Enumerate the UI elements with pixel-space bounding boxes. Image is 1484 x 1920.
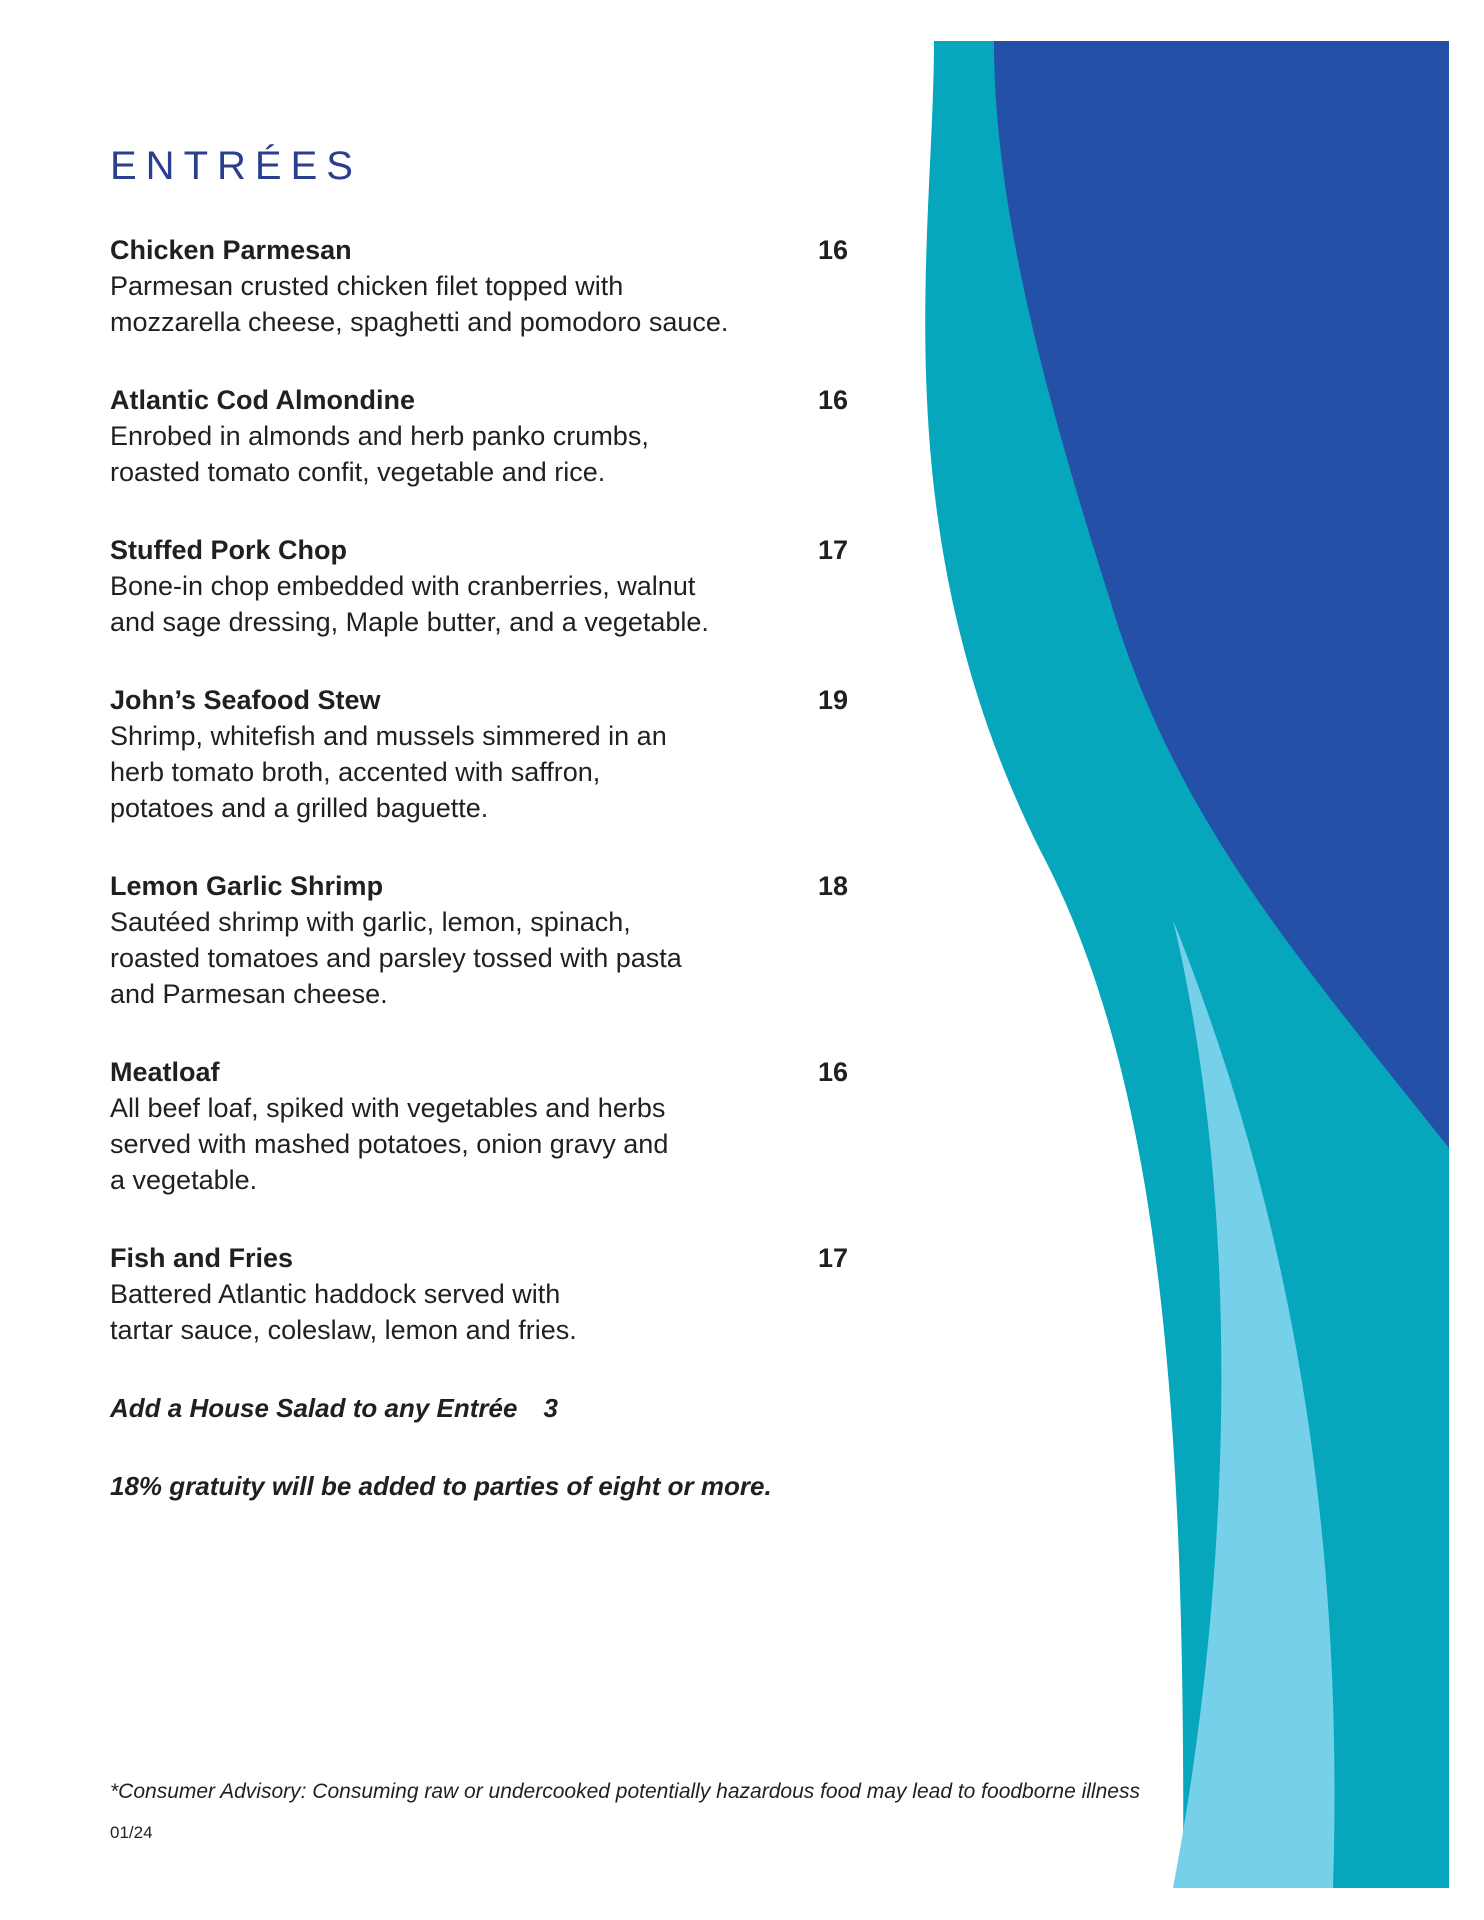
menu-item-header — [110, 682, 900, 718]
menu-item — [110, 1054, 900, 1198]
menu-item-description: Battered Atlantic haddock served with tartar sauce, coleslaw, lemon and fries. — [110, 1279, 577, 1345]
menu-item — [110, 868, 900, 1012]
menu-item — [110, 532, 900, 640]
menu-item-name: Atlantic Cod Almondine — [110, 385, 415, 415]
menu-item-name: Fish and Fries — [110, 1243, 294, 1273]
addon-label: Add a House Salad to any Entrée — [110, 1393, 518, 1423]
menu-item-name: Chicken Parmesan — [110, 235, 352, 265]
menu-item-header — [110, 532, 900, 568]
menu-item-header — [110, 1240, 900, 1276]
menu-item-description: Bone-in chop embedded with cranberries, walnut and sage dressing, Maple butter, and a vegetable. — [110, 571, 709, 637]
addon-price: 3 — [543, 1393, 558, 1423]
menu-item-name: Lemon Garlic Shrimp — [110, 871, 384, 901]
consumer-advisory: *Consumer Advisory: Consuming raw or undercooked potentially hazardous food may lead to foodborne illness — [110, 1780, 1140, 1803]
menu-item-price: 17 — [818, 1243, 849, 1273]
gratuity-note: 18% gratuity will be added to parties of eight or more. — [110, 1471, 772, 1501]
date-code: 01/24 — [110, 1823, 153, 1842]
menu-item-price: 17 — [818, 535, 849, 565]
menu-item-price: 19 — [818, 685, 849, 715]
menu-item-price: 16 — [818, 1057, 849, 1087]
menu-item — [110, 682, 900, 826]
menu-item — [110, 232, 900, 340]
menu-item-description: Sautéed shrimp with garlic, lemon, spinach, roasted tomatoes and parsley tossed with pasta and Parmesan cheese. — [110, 907, 682, 1009]
menu-item-name: Stuffed Pork Chop — [110, 535, 347, 565]
menu-item-price: 16 — [818, 235, 849, 265]
addon-note — [110, 1390, 900, 1426]
menu-content — [110, 146, 900, 1504]
menu-item-header — [110, 868, 900, 904]
menu-item-header — [110, 232, 900, 268]
menu-item-description: Parmesan crusted chicken filet topped with mozzarella cheese, spaghetti and pomodoro sauce. — [110, 271, 729, 337]
menu-item-description: Shrimp, whitefish and mussels simmered in an herb tomato broth, accented with saffron, potatoes and a grilled baguette. — [110, 721, 667, 823]
menu-item — [110, 382, 900, 490]
section-title: ENTRÉES — [110, 144, 362, 188]
menu-item-header — [110, 1054, 900, 1090]
menu-item-description: Enrobed in almonds and herb panko crumbs, roasted tomato confit, vegetable and rice. — [110, 421, 649, 487]
menu-item-header — [110, 382, 900, 418]
menu-item — [110, 1240, 900, 1348]
menu-item-price: 18 — [818, 871, 849, 901]
menu-item-description: All beef loaf, spiked with vegetables and herbs served with mashed potatoes, onion gravy and a vegetable. — [110, 1093, 669, 1195]
menu-item-price: 16 — [818, 385, 849, 415]
menu-item-name: Meatloaf — [110, 1057, 220, 1087]
menu-item-name: John’s Seafood Stew — [110, 685, 381, 715]
